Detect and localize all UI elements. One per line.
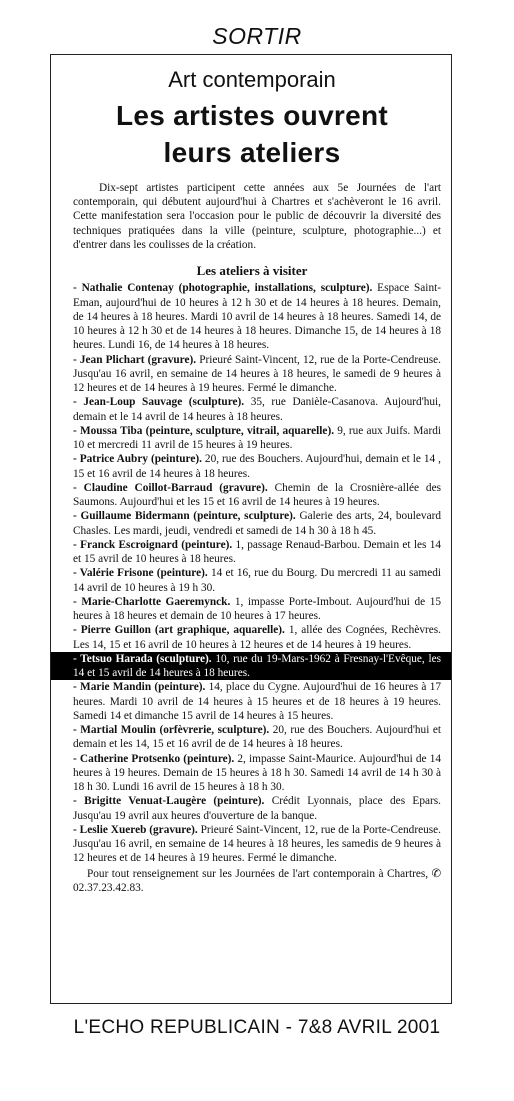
artist-name: - Moussa Tiba (peinture, sculpture, vitrail, aquarelle). bbox=[73, 424, 335, 437]
atelier-details: Prieuré Saint-Vincent, 12, rue de la Porte-Cendreuse. Jusqu'au 16 avril, en semaine de 14 heures à 18 heures, le samedi de 9 heures à 12 heures et de 14 heures à 19 heures. Fermé le dimanche. bbox=[73, 353, 441, 395]
artist-name: - Pierre Guillon (art graphique, aquarelle). bbox=[73, 624, 285, 637]
artist-name: - Franck Escroignard (peinture). bbox=[73, 538, 233, 551]
atelier-details: Chemin de la Crosnière-allée des Saumons. Aujourd'hui et les 15 et 16 avril de 14 heures à 19 heures. bbox=[73, 481, 441, 509]
artist-name: - Nathalie Contenay (photographie, installations, sculpture). bbox=[73, 282, 373, 295]
atelier-entry bbox=[63, 794, 441, 823]
artist-name: - Leslie Xuereb (gravure). bbox=[73, 823, 198, 836]
atelier-details: 1, impasse Porte-Imbout. Aujourd'hui de 15 heures à 18 heures et demain de 10 heures à 17 heures. bbox=[73, 595, 441, 623]
headline-line-1: Les artistes ouvrent bbox=[115, 100, 389, 131]
article-frame bbox=[50, 54, 452, 1004]
artist-name: - Valérie Frisone (peinture). bbox=[73, 567, 208, 580]
article-headline bbox=[63, 97, 441, 171]
article-closing: Pour tout renseignement sur les Journées de l'art contemporain à Chartres, ✆ 02.37.23.42.83. bbox=[73, 867, 441, 894]
atelier-details: Crédit Lyonnais, place des Epars. Jusqu'au 19 avril aux heures d'ouverture de la banque. bbox=[73, 795, 441, 822]
section-header: SORTIR bbox=[212, 23, 302, 49]
artist-name: - Marie Mandin (peinture). bbox=[73, 681, 206, 694]
atelier-details: 35, rue Danièle-Casanova. Aujourd'hui, demain et le 14 avril de 14 heures à 18 heures. bbox=[73, 396, 441, 423]
atelier-entry bbox=[63, 566, 441, 595]
atelier-entry bbox=[51, 652, 451, 681]
atelier-entry bbox=[63, 481, 441, 510]
atelier-details: Prieuré Saint-Vincent, 12, rue de la Porte-Cendreuse. Jusqu'au 16 avril, en semaine de 14 heures à 18 heures, les samedis de 9 heures à 12 heures et de 14 heures à 19 heures. Fermé le dimanche. bbox=[73, 823, 441, 865]
atelier-entry bbox=[63, 823, 441, 866]
artist-name: - Jean-Loup Sauvage (sculpture). bbox=[73, 396, 245, 409]
artist-name: - Brigitte Venuat-Laugère (peinture). bbox=[73, 795, 265, 808]
atelier-details: 14 et 16, rue du Bourg. Du mercredi 11 au samedi 14 avril de 10 heures à 19 h 30. bbox=[73, 567, 441, 594]
source-caption: L'ECHO REPUBLICAIN - 7&8 AVRIL 2001 bbox=[73, 1017, 441, 1038]
atelier-entry bbox=[63, 723, 441, 752]
atelier-entry bbox=[63, 353, 441, 396]
atelier-details: Espace Saint-Eman, aujourd'hui de 10 heures à 12 h 30 et de 14 heures à 18 heures. Demain, de 14 heures à 18 heures. Mardi 10 avril de 14 heures à 18 heures. Samedi 14, de 10 heures à 12 h 30 et de 14 heures à 18 heures. Dimanche 15, de 14 heures à 18 heures. Lundi 16, de 14 heures à 18 heures. bbox=[73, 282, 442, 352]
article-kicker: Art contemporain bbox=[168, 67, 336, 92]
atelier-entry bbox=[63, 623, 441, 652]
headline-line-2: leurs ateliers bbox=[163, 137, 341, 168]
atelier-details: 14, place du Cygne. Aujourd'hui de 16 heures à 17 heures. Mardi 10 avril de 14 heures à 15 heures et de 18 heures à 19 heures. Samedi 14 et dimanche 15 avril de 14 heures à 15 heures. bbox=[73, 681, 441, 722]
atelier-list bbox=[63, 281, 441, 865]
artist-name: - Marie-Charlotte Gaeremynck. bbox=[73, 595, 231, 608]
atelier-entry bbox=[63, 395, 441, 424]
atelier-details: 1, passage Renaud-Barbou. Demain et les 14 et 15 avril de 10 heures à 18 heures. bbox=[73, 538, 442, 566]
atelier-entry bbox=[63, 424, 441, 453]
atelier-entry bbox=[63, 538, 441, 567]
atelier-entry bbox=[63, 281, 441, 352]
atelier-entry bbox=[63, 680, 441, 723]
article-intro: Dix-sept artistes participent cette années aux 5e Journées de l'art contemporain, qui débutent aujourd'hui à Chartres et s'achèveront le 16 avril. Cette manifestation sera l'occasion pour le public de découvrir la diversité des techniques pratiquées dans la ville (peinture, sculpture, photographie...) et d'entrer dans les coulisses de la création. bbox=[73, 182, 441, 251]
atelier-details: 20, rue des Bouchers. Aujourd'hui et demain et les 14, 15 et 16 avril de de 14 heures à 18 heures. bbox=[73, 724, 441, 751]
atelier-details: 2, impasse Saint-Maurice. Aujourd'hui de 14 heures à 19 heures. Demain de 15 heures à 18 h 30. Samedi 14 avril de 14 h 30 à 18 h 30. Lundi 16 avril de 15 heures à 18 h 30. bbox=[73, 752, 441, 794]
atelier-details: 20, rue des Bouchers. Aujourd'hui, demain et le 14 , 15 et 16 avril de 14 heures à 18 heures. bbox=[73, 453, 441, 480]
atelier-entry bbox=[63, 752, 441, 795]
atelier-details: 10, rue du 19-Mars-1962 à Fresnay-l'Evêque, les 14 et 15 avril de 14 heures à 18 heures. bbox=[73, 652, 441, 680]
atelier-entry bbox=[63, 452, 441, 481]
artist-name: - Tetsuo Harada (sculpture). bbox=[73, 652, 212, 665]
artist-name: - Claudine Coillot-Barraud (gravure). bbox=[73, 481, 268, 494]
atelier-entry bbox=[63, 595, 441, 624]
artist-name: - Patrice Aubry (peinture). bbox=[73, 453, 202, 466]
atelier-details: Galerie des arts, 24, boulevard Chasles. Les mardi, jeudi, vendredi et samedi de 14 h 30 à 18 h 45. bbox=[73, 510, 441, 537]
artist-name: - Martial Moulin (orfèvrerie, sculpture). bbox=[73, 724, 270, 737]
article-subhead: Les ateliers à visiter bbox=[196, 263, 308, 279]
atelier-details: 9, rue aux Juifs. Mardi 10 et mercredi 11 avril de 15 heures à 19 heures. bbox=[73, 424, 441, 452]
artist-name: - Guillaume Bidermann (peinture, sculpture). bbox=[73, 510, 296, 523]
artist-name: - Catherine Protsenko (peinture). bbox=[73, 752, 235, 765]
atelier-entry bbox=[63, 509, 441, 538]
atelier-details: 1, allée des Cognées, Rechèvres. Les 14, 15 et 16 avril de 10 heures à 12 heures et de 14 heures à 19 heures. bbox=[73, 624, 441, 651]
artist-name: - Jean Plichart (gravure). bbox=[73, 353, 197, 366]
